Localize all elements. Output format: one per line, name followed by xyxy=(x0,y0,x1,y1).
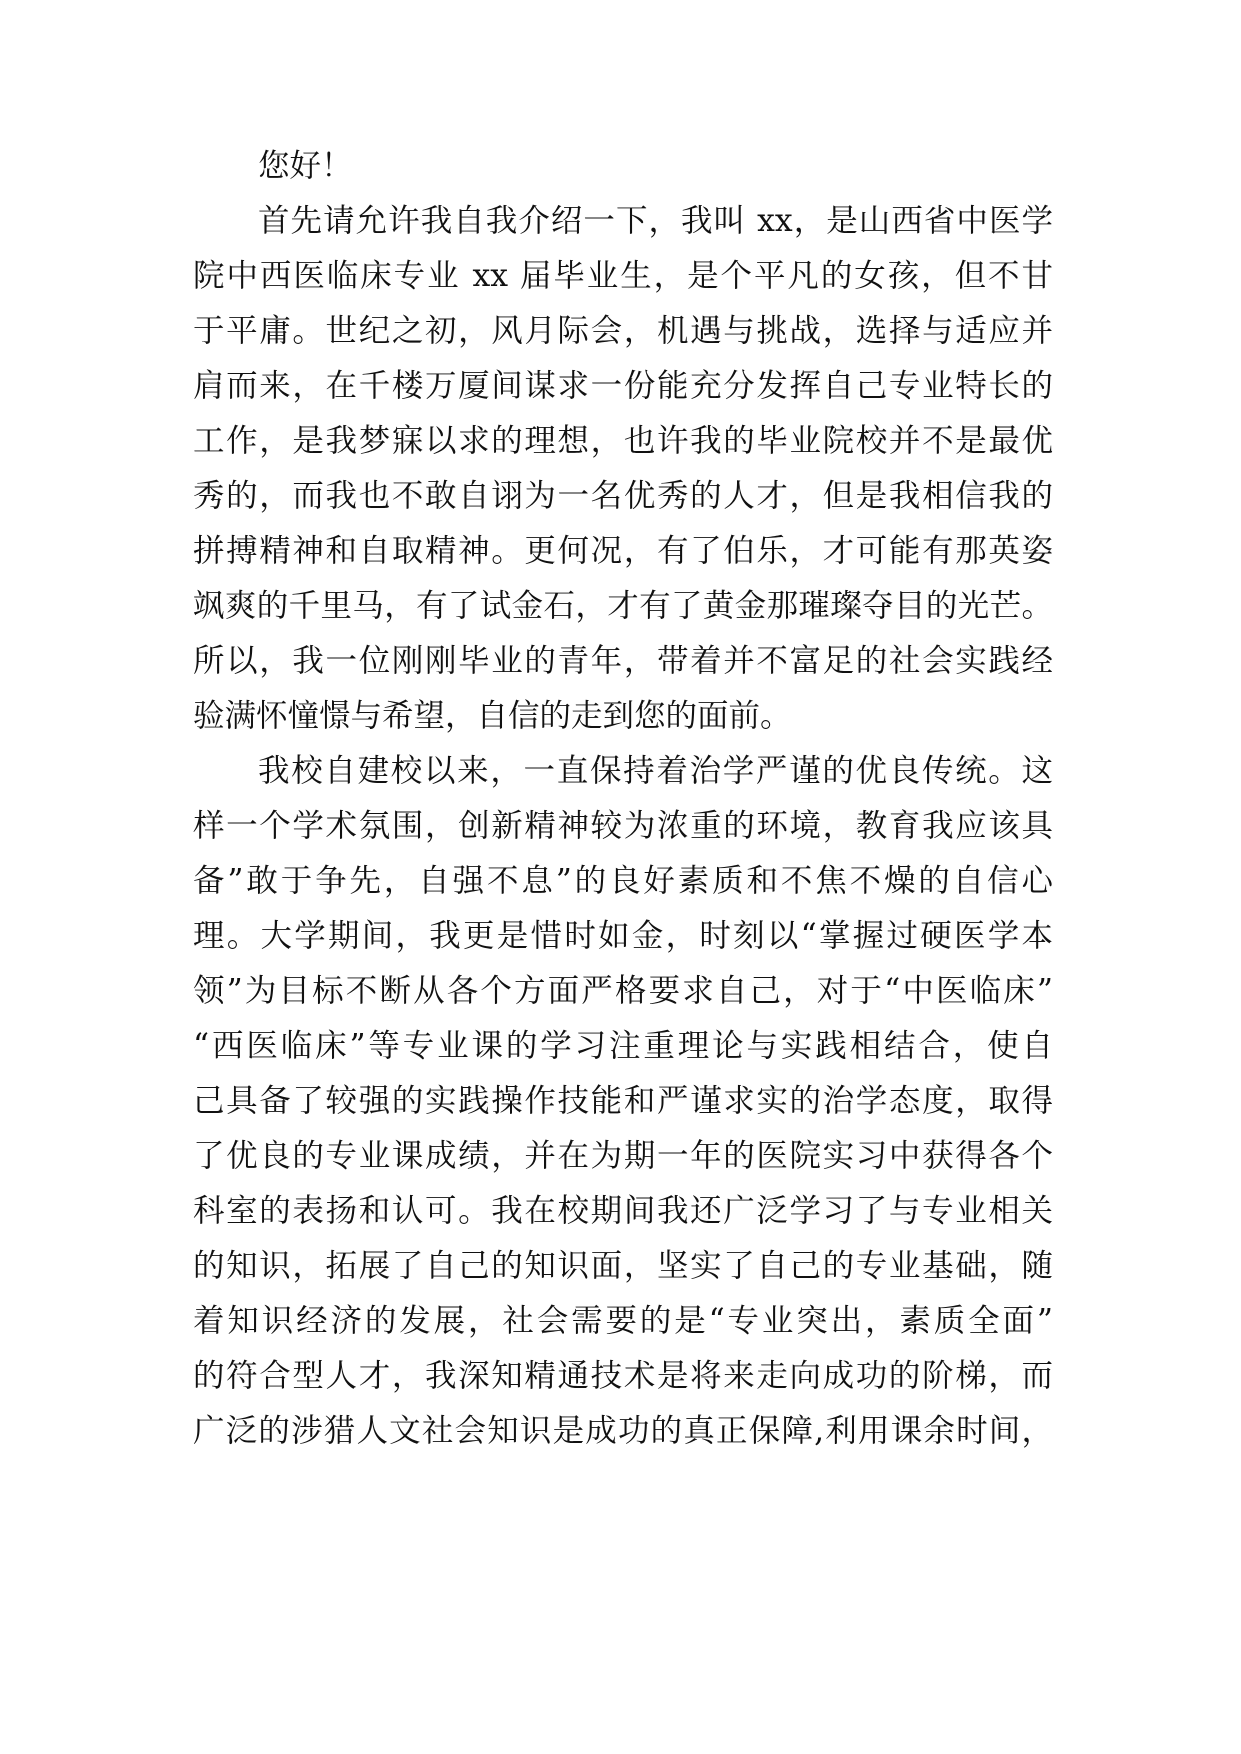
paragraph-1-line: 飒爽的千里马，有了试金石，才有了黄金那璀璨夺目的光芒。 xyxy=(193,588,1053,624)
paragraph-2-line: 的符合型人才，我深知精通技术是将来走向成功的阶梯，而 xyxy=(193,1358,1053,1394)
paragraph-2-line: 领”为目标不断从各个方面严格要求自己，对于“中医临床” xyxy=(193,973,1053,1009)
paragraph-1-line: 于平庸。世纪之初，风月际会，机遇与挑战，选择与适应并 xyxy=(193,313,1053,349)
greeting-line: 您好！ xyxy=(258,148,353,184)
paragraph-2-line: 我校自建校以来，一直保持着治学严谨的优良传统。这 xyxy=(258,753,1053,789)
paragraph-2-line: 着知识经济的发展，社会需要的是“专业突出，素质全面” xyxy=(193,1303,1053,1339)
paragraph-2-line: 科室的表扬和认可。我在校期间我还广泛学习了与专业相关 xyxy=(193,1193,1053,1229)
paragraph-1-line: 院中西医临床专业 xx 届毕业生，是个平凡的女孩，但不甘 xyxy=(193,258,1053,294)
paragraph-1-line: 拼搏精神和自取精神。更何况，有了伯乐，才可能有那英姿 xyxy=(193,533,1053,569)
paragraph-2-line: 己具备了较强的实践操作技能和严谨求实的治学态度，取得 xyxy=(193,1083,1053,1119)
paragraph-1-line: 验满怀憧憬与希望，自信的走到您的面前。 xyxy=(193,698,792,734)
paragraph-1-line: 工作，是我梦寐以求的理想，也许我的毕业院校并不是最优 xyxy=(193,423,1053,459)
paragraph-2-line: 广泛的涉猎人文社会知识是成功的真正保障,利用课余时间， xyxy=(193,1413,1053,1449)
paragraph-2-line: 备”敢于争先，自强不息”的良好素质和不焦不燥的自信心 xyxy=(193,863,1053,899)
paragraph-2-line: 样一个学术氛围，创新精神较为浓重的环境，教育我应该具 xyxy=(193,808,1053,844)
paragraph-2-line: 理。大学期间，我更是惜时如金，时刻以“掌握过硬医学本 xyxy=(193,918,1053,954)
paragraph-1-line: 秀的，而我也不敢自诩为一名优秀的人才，但是我相信我的 xyxy=(193,478,1053,514)
paragraph-1-line: 肩而来，在千楼万厦间谋求一份能充分发挥自己专业特长的 xyxy=(193,368,1053,404)
paragraph-2-line: “西医临床”等专业课的学习注重理论与实践相结合，使自 xyxy=(193,1028,1053,1064)
paragraph-1-line: 首先请允许我自我介绍一下，我叫 xx，是山西省中医学 xyxy=(258,203,1053,239)
paragraph-2-line: 了优良的专业课成绩，并在为期一年的医院实习中获得各个 xyxy=(193,1138,1053,1174)
paragraph-1-line: 所以，我一位刚刚毕业的青年，带着并不富足的社会实践经 xyxy=(193,643,1053,679)
paragraph-2-line: 的知识，拓展了自己的知识面，坚实了自己的专业基础，随 xyxy=(193,1248,1053,1284)
